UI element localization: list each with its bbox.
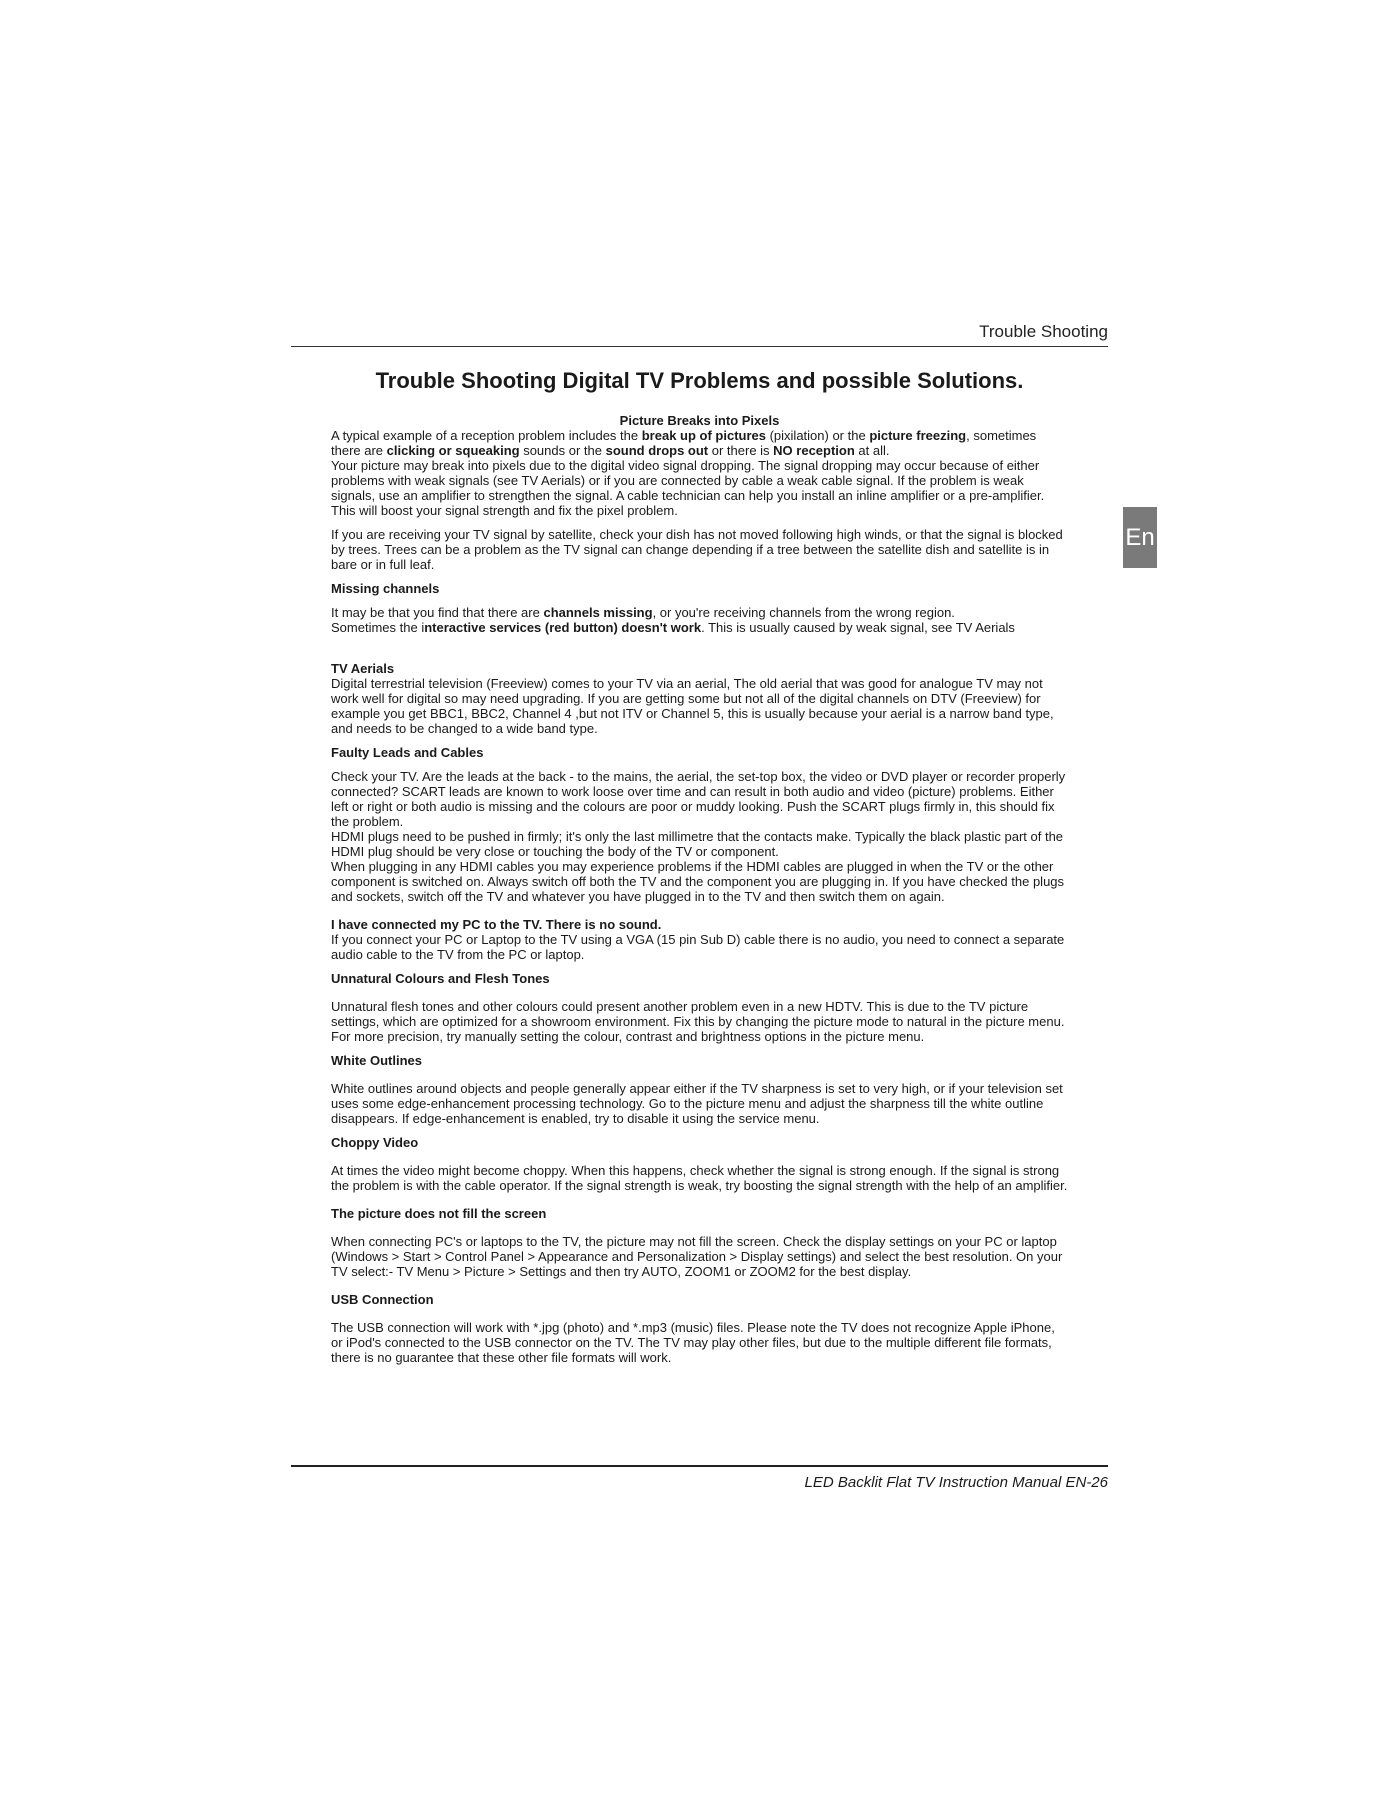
- section-heading-choppy-video: Choppy Video: [331, 1135, 419, 1150]
- language-tab: En: [1123, 507, 1157, 568]
- header-divider: [291, 346, 1108, 347]
- section-heading-pc-no-sound: I have connected my PC to the TV. There is no sound.: [331, 917, 662, 932]
- page-title: Trouble Shooting Digital TV Problems and possible Solutions.: [375, 368, 1024, 393]
- footer-manual-page: LED Backlit Flat TV Instruction Manual EN-26: [804, 1474, 1108, 1491]
- pixels-paragraph-1: A typical example of a reception problem includes the break up of pictures (pixilation) or the picture freezing, sometimes there are clicking or squeaking sounds or the sound drops out or there is NO reception at all.: [331, 428, 1037, 458]
- section-heading-pixels: Picture Breaks into Pixels: [619, 413, 780, 428]
- section-header-label: Trouble Shooting: [979, 322, 1108, 341]
- pc-paragraph: If you connect your PC or Laptop to the TV using a VGA (15 pin Sub D) cable there is no audio, you need to connect a separate audio cable to the TV from the PC or laptop.: [331, 932, 1065, 962]
- outlines-paragraph: White outlines around objects and people generally appear either if the TV sharpness is set to very high, or if your television set uses some edge-enhancement processing technology. Go to the picture menu and adjust the sharpness till the white outline disappears. If edge-enhancement is enabled, try to disable it using the service menu.: [331, 1081, 1063, 1126]
- section-heading-white-outlines: White Outlines: [331, 1053, 422, 1068]
- section-heading-unnatural-colours: Unnatural Colours and Flesh Tones: [331, 971, 550, 986]
- pixels-paragraph-2: Your picture may break into pixels due to the digital video signal dropping. The signal dropping may occur because of either problems with weak signals (see TV Aerials) or if you are connected by cable a weak cable signal. If the problem is weak signals, use an amplifier to strengthen the signal. A cable technician can help you install an inline amplifier or a pre-amplifier. This will boost your signal strength and fix the pixel problem.: [331, 458, 1045, 518]
- fill-paragraph: When connecting PC's or laptops to the TV, the picture may not fill the screen. Check the display settings on your PC or laptop (Windows > Start > Control Panel > Appearance and Personalization > Display settings) and select the best resolution. On your TV select:- TV Menu > Picture > Settings and then try AUTO, ZOOM1 or ZOOM2 for the best display.: [331, 1234, 1063, 1279]
- section-heading-missing-channels: Missing channels: [331, 581, 440, 596]
- leads-paragraph-2: HDMI plugs need to be pushed in firmly; it's only the last millimetre that the contacts make. Typically the black plastic part of the HDMI plug should be very close or touching the body of the TV or component.: [331, 829, 1064, 859]
- section-heading-usb-connection: USB Connection: [331, 1292, 434, 1307]
- aerials-paragraph: Digital terrestrial television (Freeview) comes to your TV via an aerial, The old aerial that was good for analogue TV may not work well for digital so may need upgrading. If you are getting some but not all of the digital channels on DTV (Freeview) for example you get BBC1, BBC2, Channel 4 ,but not ITV or Channel 5, this is usually because your aerial is a narrow band type, and needs to be changed to a wide band type.: [331, 676, 1054, 736]
- choppy-paragraph: At times the video might become choppy. When this happens, check whether the signal is strong enough. If the signal is strong the problem is with the cable operator. If the signal strength is weak, try boosting the signal strength with the help of an amplifier.: [331, 1163, 1068, 1193]
- missing-paragraph-2: Sometimes the interactive services (red button) doesn't work. This is usually caused by weak signal, see TV Aerials: [331, 620, 1015, 635]
- leads-paragraph-1: Check your TV. Are the leads at the back - to the mains, the aerial, the set-top box, the video or DVD player or recorder properly connected? SCART leads are known to work loose over time and can result in both audio and video (picture) problems. Either left or right or both audio is missing and the colours are poor or muddy looking. Push the SCART plugs firmly in, this should fix the problem.: [331, 769, 1066, 829]
- colours-paragraph: Unnatural flesh tones and other colours could present another problem even in a new HDTV. This is due to the TV picture settings, which are optimized for a showroom environment. Fix this by changing the picture mode to natural in the picture menu. For more precision, try manually setting the colour, contrast and brightness options in the picture menu.: [331, 999, 1065, 1044]
- section-heading-picture-fill: The picture does not fill the screen: [331, 1206, 547, 1221]
- manual-content: [331, 413, 1068, 1365]
- footer-divider: [291, 1465, 1108, 1467]
- section-heading-tv-aerials: TV Aerials: [331, 661, 395, 676]
- missing-paragraph-1: It may be that you find that there are channels missing, or you're receiving channels from the wrong region.: [331, 605, 955, 620]
- section-heading-faulty-leads: Faulty Leads and Cables: [331, 745, 484, 760]
- leads-paragraph-3: When plugging in any HDMI cables you may experience problems if the HDMI cables are plugged in when the TV or the other component is switched on. Always switch off both the TV and the component you are plugging in. If you have checked the plugs and sockets, switch off the TV and whatever you have plugged in to the TV and then switch them on again.: [331, 859, 1065, 904]
- usb-paragraph: The USB connection will work with *.jpg (photo) and *.mp3 (music) files. Please note the TV does not recognize Apple iPhone, or iPod's connected to the USB connector on the TV. The TV may play other files, but due to the multiple different file formats, there is no guarantee that these other file formats will work.: [331, 1320, 1055, 1365]
- pixels-paragraph-3: If you are receiving your TV signal by satellite, check your dish has not moved following high winds, or that the signal is blocked by trees. Trees can be a problem as the TV signal can change depending if a tree between the satellite dish and satellite is in bare or in full leaf.: [331, 527, 1063, 572]
